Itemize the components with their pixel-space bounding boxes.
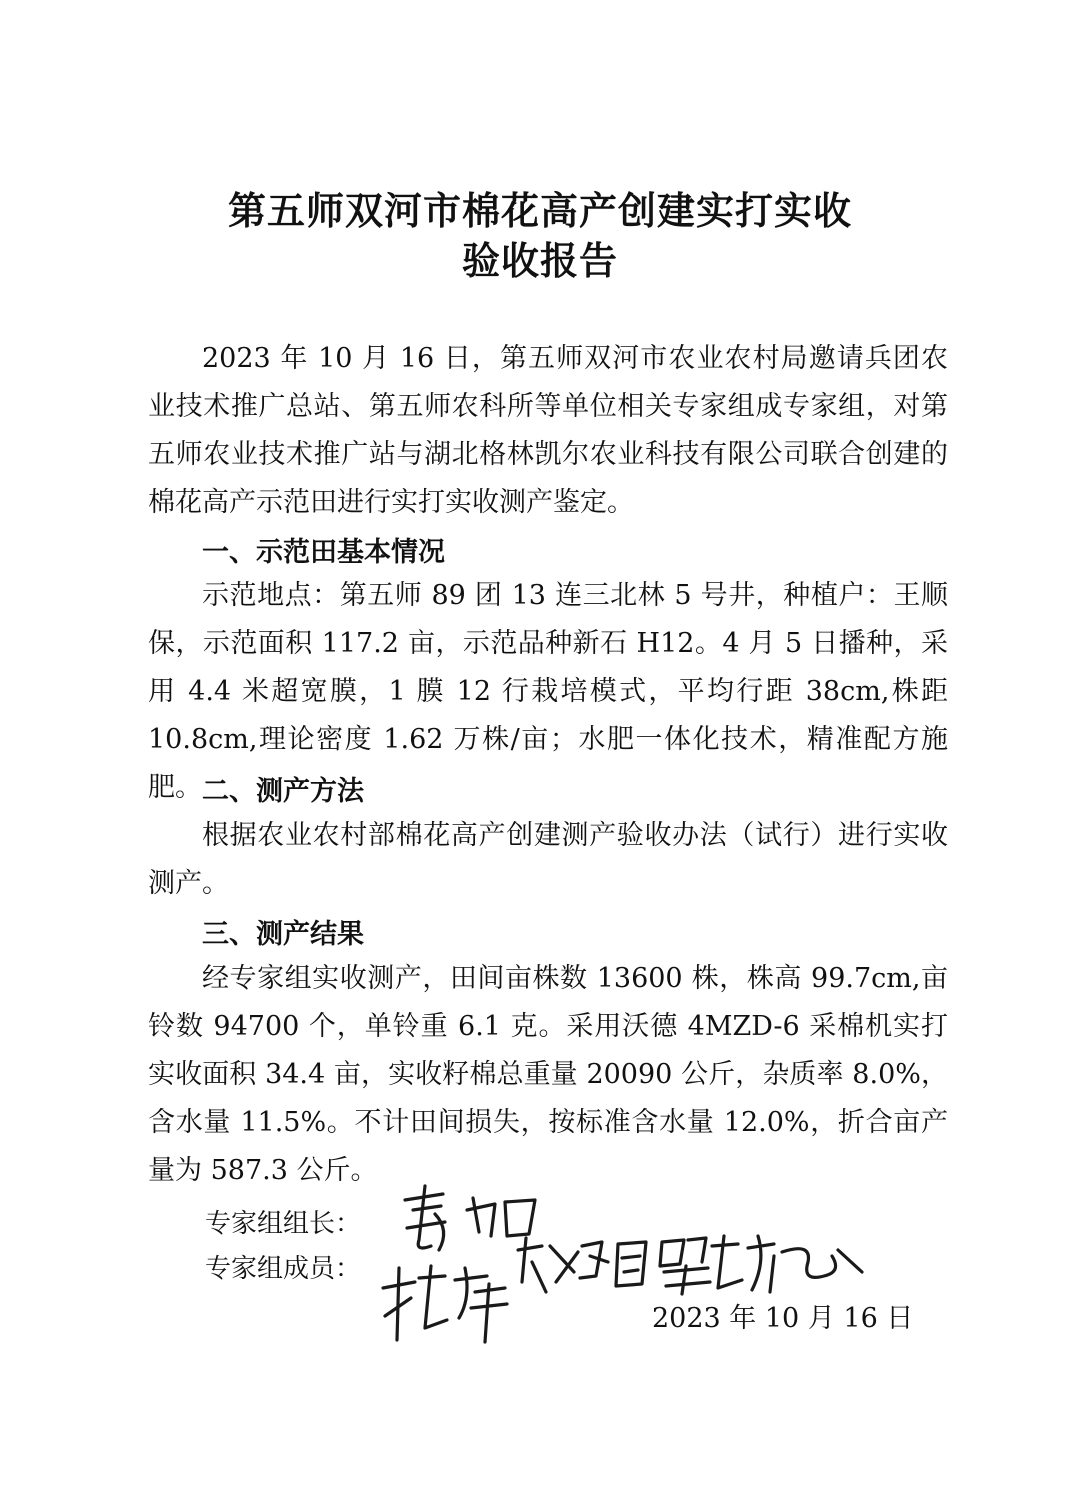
title-line-1: 第五师双河市棉花高产创建实打实收: [227, 189, 852, 233]
leader-label: 专家组组长：: [205, 1209, 362, 1239]
title-line-2: 验收报告: [461, 239, 618, 283]
intro-paragraph: 2023 年 10 月 16 日，第五师双河市农业农村局邀请兵团农业技术推广总站、第五师农科所等单位相关专家组成专家组，对第五师农业技术推广站与湖北格林凯尔农业科技有限公司联合创建的棉花高产示范田进行实打实收测产鉴定。: [148, 343, 948, 518]
section-2-body: 根据农业农村部棉花高产创建测产验收办法（试行）进行实收测产。: [148, 820, 948, 899]
section-2-heading: 二、测产方法: [202, 776, 364, 807]
report-date: 2023 年 10 月 16 日: [652, 1303, 914, 1334]
section-3-heading: 三、测产结果: [202, 919, 364, 950]
section-1-heading: 一、示范田基本情况: [202, 537, 445, 568]
members-label: 专家组成员：: [205, 1254, 362, 1284]
member-signature-1: [375, 1258, 515, 1348]
member-signatures-row: [512, 1232, 872, 1298]
section-3-body: 经专家组实收测产，田间亩株数 13600 株，株高 99.7cm,亩铃数 94700 个，单铃重 6.1 克。采用沃德 4MZD-6 采棉机实打实收面积 34.4 亩，实收籽棉总重量 20090 公斤，杂质率 8.0%，含水量 11.5%。不计田间损失，按标准含水量 12.0%，折合亩产量为 587.3 公斤。: [148, 963, 948, 1186]
section-1-body: 示范地点：第五师 89 团 13 连三北林 5 号井，种植户：王顺保，示范面积 117.2 亩，示范品种新石 H12。4 月 5 日播种，采用 4.4 米超宽膜，1 膜 12 行栽培模式，平均行距 38cm,株距 10.8cm,理论密度 1.62 万株/亩；水肥一体化技术，精准配方施肥。: [148, 580, 948, 803]
